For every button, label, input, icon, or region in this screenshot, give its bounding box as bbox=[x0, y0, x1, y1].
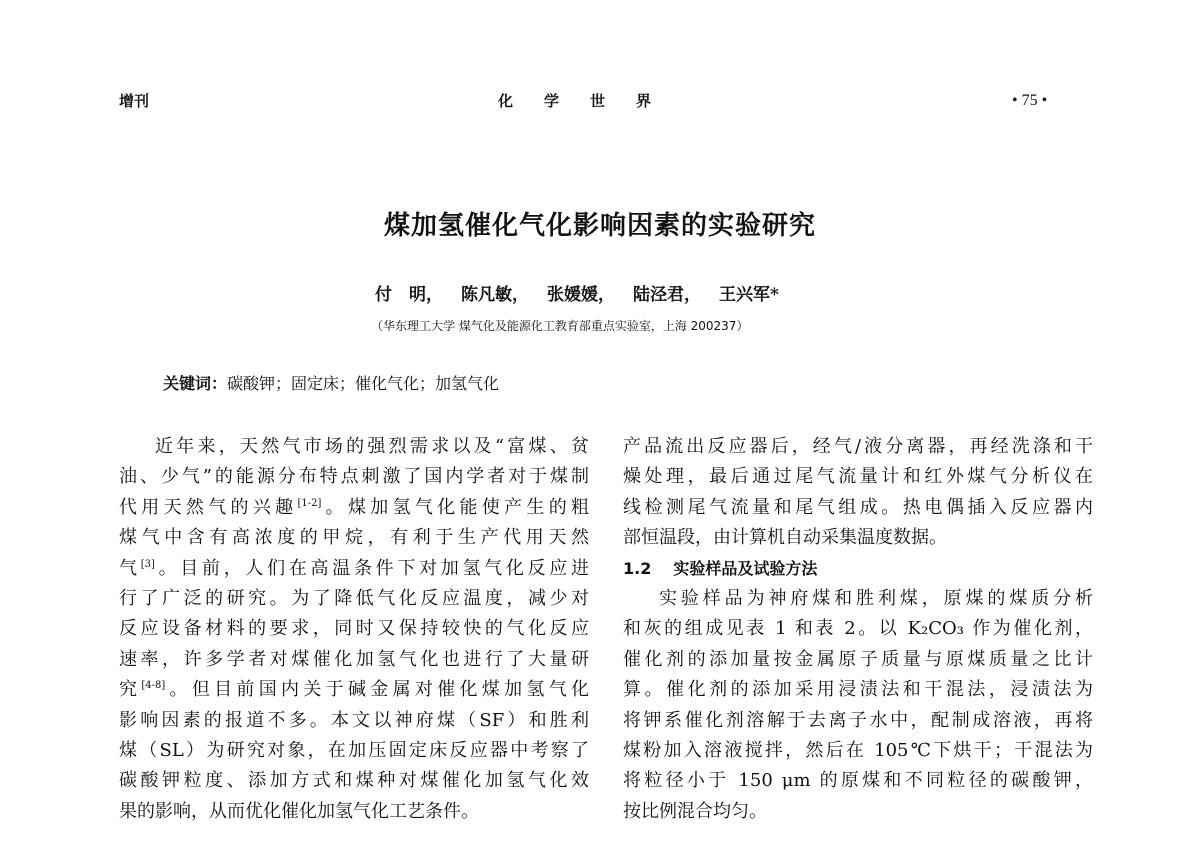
text-fragment: 气 bbox=[119, 557, 141, 579]
section-number: 1.2 bbox=[623, 558, 652, 578]
text-line: 近年来，天然气市场的强烈需求以及“富煤、贫 bbox=[155, 436, 589, 457]
author: 张媛媛， bbox=[547, 285, 615, 305]
text-fragment: 代用天然气的兴趣 bbox=[119, 496, 298, 518]
journal-name-char: 学 bbox=[544, 92, 560, 110]
author: 陈凡敏， bbox=[461, 285, 529, 305]
text-fragment: 。煤加氢气化能使产生的粗 bbox=[321, 496, 589, 518]
text-line: 影响因素的报道不多。本文以神府煤（SF）和胜利 bbox=[119, 709, 589, 731]
text-fragment: 究 bbox=[119, 679, 142, 701]
journal-name-char: 化 bbox=[498, 92, 514, 110]
author-list bbox=[375, 283, 779, 307]
keywords bbox=[163, 373, 499, 395]
text-line: 将钾系催化剂溶解于去离子水中，配制成溶液，再将 bbox=[623, 709, 1093, 731]
citation: [4-8] bbox=[141, 680, 166, 692]
text-line bbox=[119, 675, 589, 705]
text-fragment: 。目前，人们在高温条件下对加氢气化反应进 bbox=[154, 557, 590, 579]
text-line: 算。催化剂的添加采用浸渍法和干混法，浸渍法为 bbox=[623, 679, 1093, 701]
keywords-label: 关键词： bbox=[163, 374, 228, 393]
text-line: 按比例混合均匀。 bbox=[623, 800, 767, 822]
running-header-left: 增刊 bbox=[119, 92, 150, 110]
text-line: 煤（SL）为研究对象，在加压固定床反应器中考察了 bbox=[119, 739, 589, 761]
text-line: 行了广泛的研究。为了降低气化反应温度，减少对 bbox=[119, 587, 589, 609]
text-line: 油、少气”的能源分布特点刺激了国内学者对于煤制 bbox=[119, 466, 589, 488]
paper-title: 煤加氢催化气化影响因素的实验研究 bbox=[383, 211, 816, 241]
journal-name bbox=[498, 91, 682, 111]
author: 付 明， bbox=[375, 285, 443, 305]
text-line bbox=[119, 554, 589, 584]
right-column bbox=[623, 432, 1093, 827]
text-line: 部恒温段，由计算机自动采集温度数据。 bbox=[623, 527, 947, 549]
affiliation: （华东理工大学 煤气化及能源化工教育部重点实验室，上海 200237） bbox=[371, 319, 749, 333]
text-line: 燥处理，最后通过尾气流量计和红外煤气分析仪在 bbox=[623, 466, 1093, 488]
journal-name-char: 世 bbox=[590, 92, 606, 110]
journal-name-char: 界 bbox=[636, 92, 652, 110]
text-line: 催化剂的添加量按金属原子质量与原煤质量之比计 bbox=[623, 648, 1093, 670]
text-line: 碳酸钾粒度、添加方式和煤种对煤催化加氢气化效 bbox=[119, 770, 589, 792]
text-line: 果的影响，从而优化催化加氢气化工艺条件。 bbox=[119, 800, 479, 822]
text-line: 和灰的组成见表 1 和表 2。以 K₂CO₃ 作为催化剂， bbox=[623, 618, 1093, 640]
text-line: 将粒径小于 150 μm 的原煤和不同粒径的碳酸钾， bbox=[623, 770, 1093, 792]
left-column bbox=[119, 432, 589, 827]
page-number: • 75 • bbox=[1012, 92, 1048, 109]
text-line: 煤粉加入溶液搅拌，然后在 105℃下烘干；干混法为 bbox=[623, 739, 1093, 761]
text-line: 反应设备材料的要求，同时又保持较快的气化反应 bbox=[119, 618, 589, 640]
section-heading bbox=[623, 554, 1093, 584]
text-line: 煤气中含有高浓度的甲烷，有利于生产代用天然 bbox=[119, 527, 589, 549]
keywords-value: 碳酸钾；固定床；催化气化；加氢气化 bbox=[227, 374, 500, 393]
author: 王兴军* bbox=[719, 285, 779, 305]
text-line: 速率，许多学者对煤催化加氢气化也进行了大量研 bbox=[119, 648, 589, 670]
citation: [1-2] bbox=[297, 497, 322, 509]
text-line: 产品流出反应器后，经气/液分离器，再经洗涤和干 bbox=[623, 436, 1093, 457]
text-line bbox=[119, 493, 589, 523]
text-line: 实验样品为神府煤和胜利煤，原煤的煤质分析 bbox=[659, 587, 1093, 609]
text-line: 线检测尾气流量和尾气组成。热电偶插入反应器内 bbox=[623, 496, 1093, 518]
text-fragment: 。但目前国内关于碱金属对催化煤加氢气化 bbox=[165, 679, 590, 701]
section-title: 实验样品及试验方法 bbox=[673, 558, 818, 578]
author: 陆泾君， bbox=[633, 285, 701, 305]
citation: [3] bbox=[140, 558, 155, 570]
